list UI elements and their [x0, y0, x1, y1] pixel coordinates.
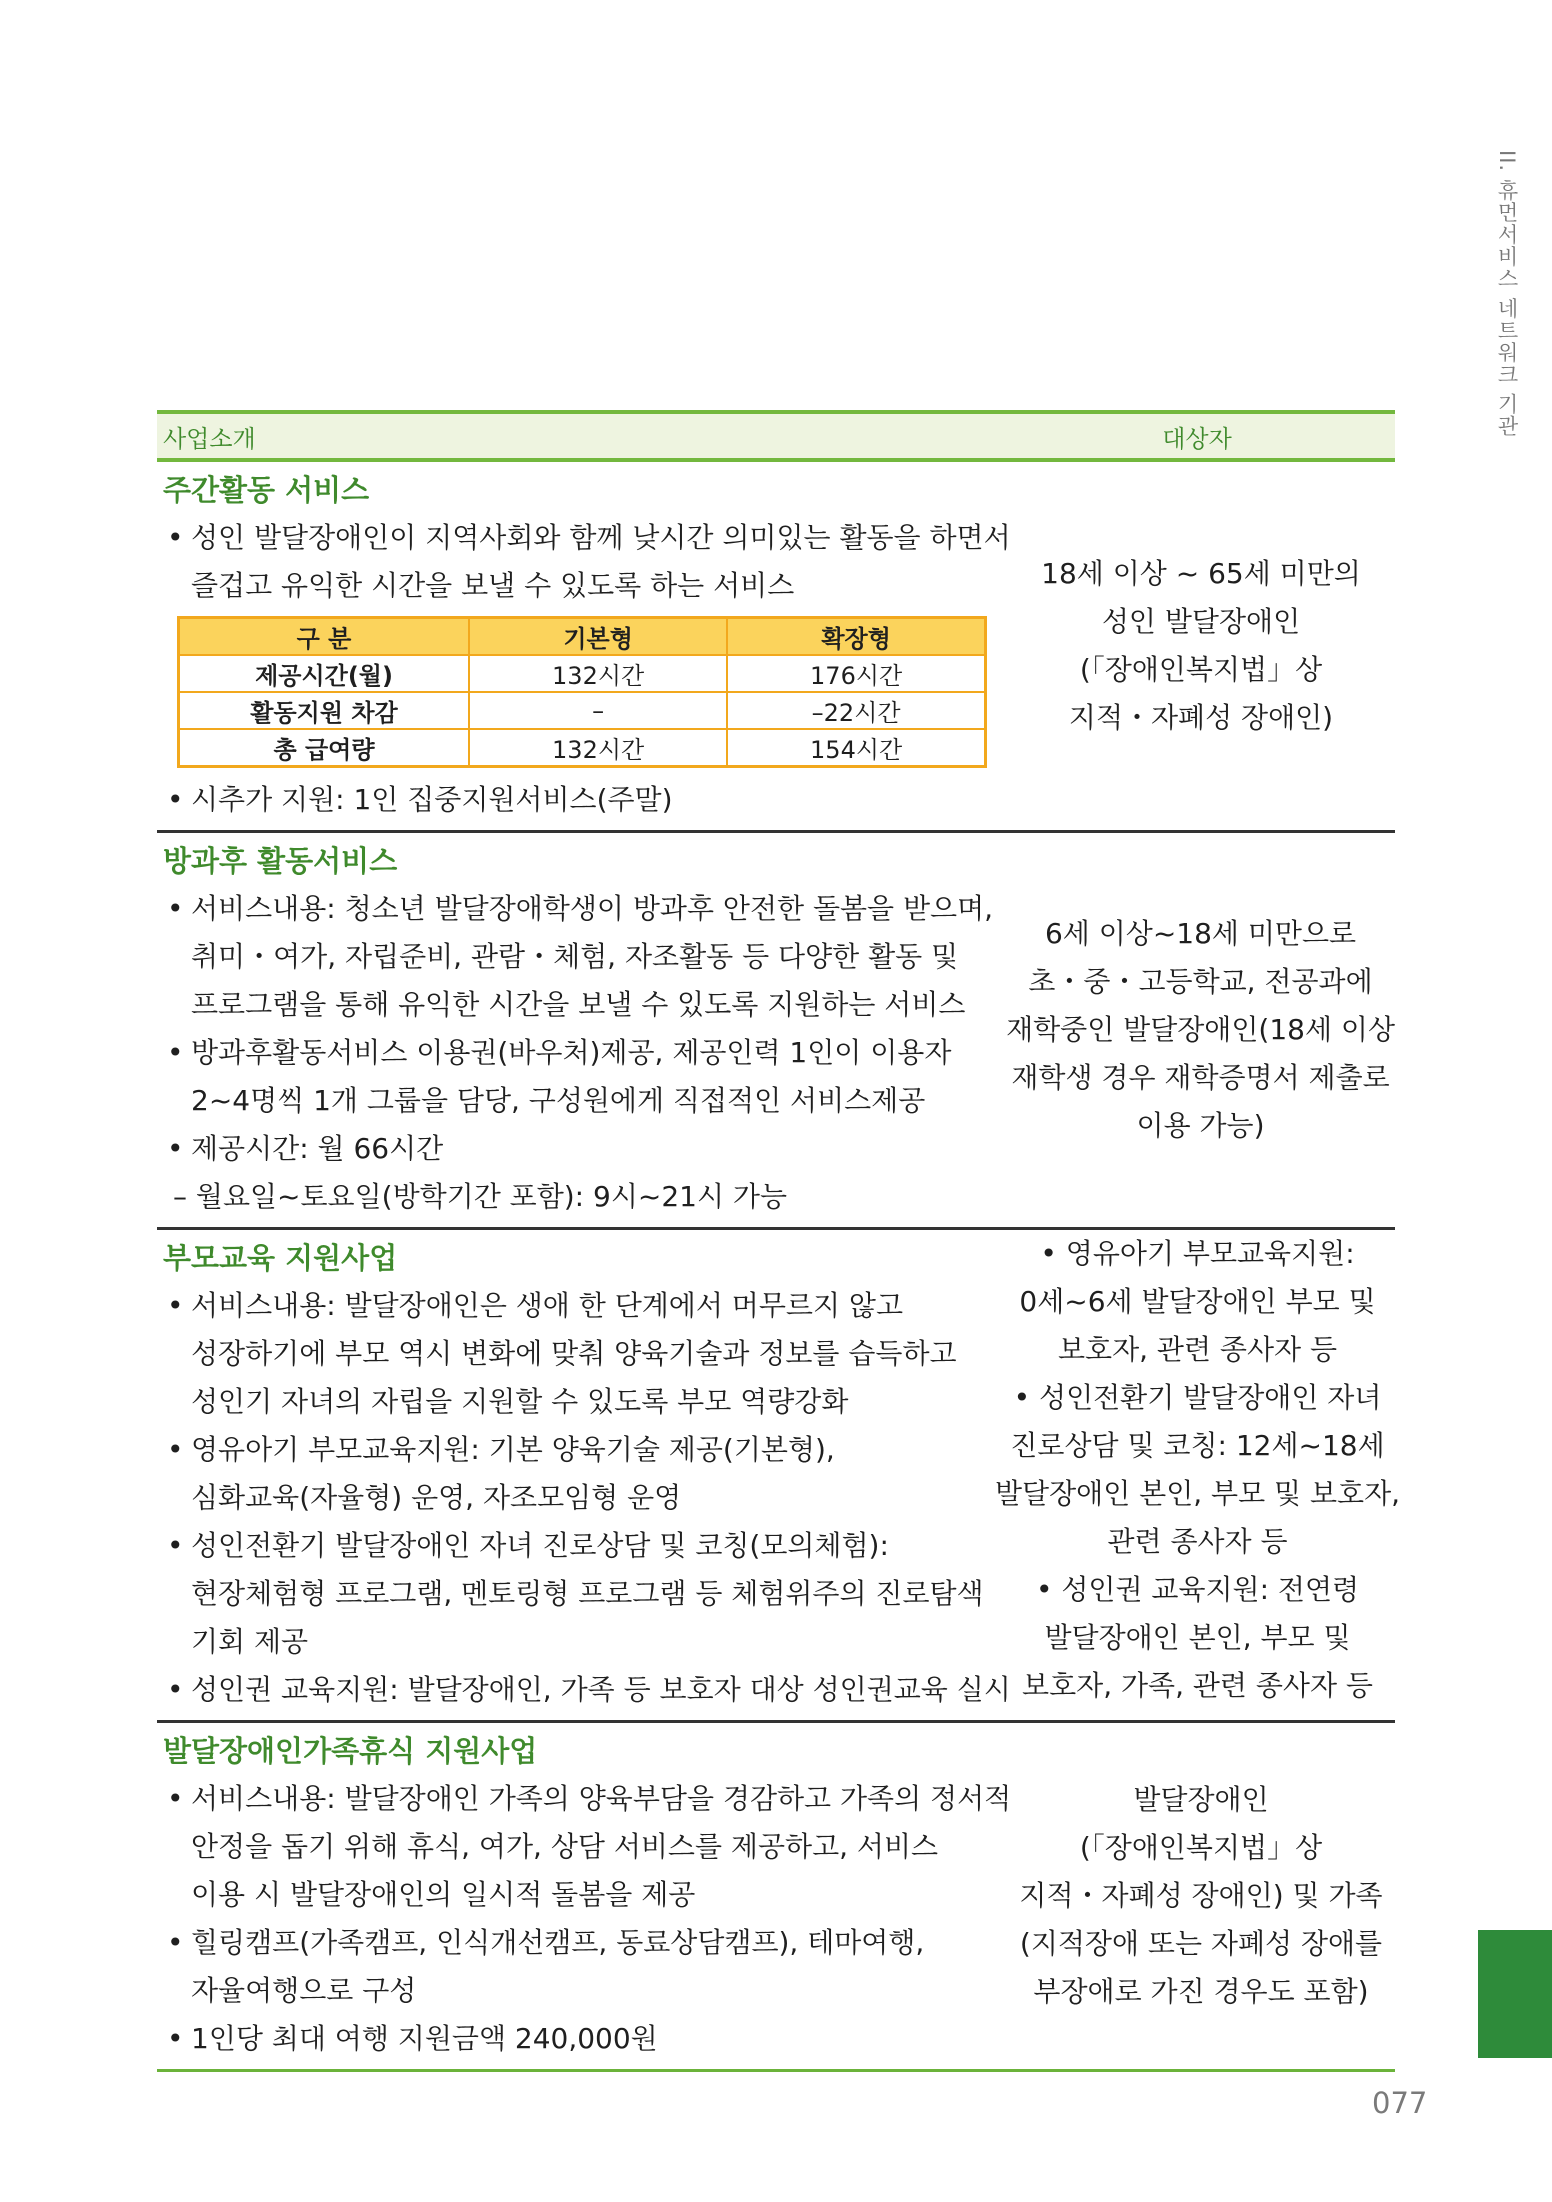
bullet-item — [163, 514, 1011, 610]
target-line: 재학중인 발달장애인(18세 이상 — [1006, 1013, 1395, 1046]
target-line: 18세 이상 ~ 65세 미만의 — [1041, 557, 1361, 590]
bullet-line: • 영유아기 부모교육지원: 기본 양육기술 제공(기본형), — [191, 1433, 835, 1466]
service-table — [157, 410, 1401, 2072]
target-line: 성인 발달장애인 — [1101, 605, 1301, 638]
target-line: 진로상담 및 코칭: 12세~18세 — [1010, 1429, 1385, 1462]
bullet-line: 2~4명씩 1개 그룹을 담당, 구성원에게 직접적인 서비스제공 — [191, 1084, 926, 1117]
table-row — [157, 1723, 1395, 2072]
section-description — [157, 462, 1011, 830]
section-title: 발달장애인가족휴식 지원사업 — [163, 1734, 538, 1768]
bullet-line: 성장하기에 부모 역시 변화에 맞춰 양육기술과 정보를 습득하고 — [191, 1337, 957, 1370]
bullet-item — [163, 1666, 1011, 1714]
hours-cell: –22시간 — [727, 692, 985, 729]
bullet-line: • 성인전환기 발달장애인 자녀 진로상담 및 코칭(모의체험): — [191, 1529, 889, 1562]
hours-cell: 132시간 — [469, 655, 727, 692]
target-line: 초・중・고등학교, 전공과에 — [1028, 965, 1373, 998]
bullet-line: 현장체험형 프로그램, 멘토링형 프로그램 등 체험위주의 진로탐색 — [191, 1577, 984, 1610]
bullet-item — [163, 1775, 1012, 1919]
table-row — [157, 833, 1395, 1230]
bullet-line: • 1인당 최대 여행 지원금액 240,000원 — [191, 2022, 658, 2055]
bullet-line: 심화교육(자율형) 운영, 자조모임형 운영 — [191, 1481, 682, 1514]
hours-cell: 총 급여량 — [179, 729, 470, 767]
target-line: (「장애인복지법」상 — [1079, 653, 1323, 686]
target-line: 재학생 경우 재학증명서 제출로 — [1011, 1061, 1390, 1094]
section-target — [1007, 462, 1395, 830]
bullet-item — [163, 885, 994, 1029]
section-title: 방과후 활동서비스 — [163, 844, 398, 878]
hours-cell: 176시간 — [727, 655, 985, 692]
target-line: 보호자, 가족, 관련 종사자 등 — [1022, 1669, 1373, 1702]
hours-table-header — [179, 618, 986, 656]
target-line: • 성인권 교육지원: 전연령 — [1035, 1573, 1360, 1606]
bullet-line: • 방과후활동서비스 이용권(바우처)제공, 제공인력 1인이 이용자 — [191, 1036, 952, 1069]
bullet-item — [163, 1919, 991, 2015]
target-line: 지적・자폐성 장애인) 및 가족 — [1019, 1879, 1383, 1912]
bullet-item — [163, 776, 991, 824]
hours-table — [177, 616, 987, 768]
target-line: 발달장애인 — [1133, 1783, 1269, 1816]
section-target — [1007, 1723, 1395, 2069]
bullet-line: • 서비스내용: 발달장애인 가족의 양육부담을 경감하고 가족의 정서적 — [191, 1782, 1012, 1815]
header-business-intro: 사업소개 — [163, 424, 256, 453]
bullet-item — [163, 1426, 991, 1522]
table-row — [157, 1230, 1401, 1723]
target-line: 지적・자폐성 장애인) — [1068, 701, 1334, 734]
bullet-line: 프로그램을 통해 유익한 시간을 보낼 수 있도록 지원하는 서비스 — [191, 988, 966, 1021]
bullet-line: • 서비스내용: 발달장애인은 생애 한 단계에서 머무르지 않고 — [191, 1289, 903, 1322]
section-target — [995, 1230, 1400, 1720]
section-title: 주간활동 서비스 — [163, 473, 370, 507]
sub-item: – 월요일~토요일(방학기간 포함): 9시~21시 가능 — [173, 1180, 788, 1213]
hours-cell: 활동지원 차감 — [179, 692, 470, 729]
target-line: (「장애인복지법」상 — [1079, 1831, 1323, 1864]
target-line: 발달장애인 본인, 부모 및 — [1044, 1621, 1351, 1654]
chapter-tab-marker — [1478, 1930, 1552, 2058]
bullet-line: 성인기 자녀의 자립을 지원할 수 있도록 부모 역량강화 — [191, 1385, 849, 1418]
target-line: 발달장애인 본인, 부모 및 보호자, — [995, 1477, 1401, 1510]
bullet-line: 취미・여가, 자립준비, 관람・체험, 자조활동 등 다양한 활동 및 — [191, 940, 959, 973]
hours-cell: 132시간 — [469, 729, 727, 767]
section-description — [157, 833, 995, 1227]
hours-header-cell: 확장형 — [727, 618, 985, 656]
section-target — [1006, 833, 1395, 1227]
bullet-item — [163, 2015, 991, 2063]
bullet-item — [163, 1522, 991, 1666]
bullet-line: • 서비스내용: 청소년 발달장애학생이 방과후 안전한 돌봄을 받으며, — [191, 892, 994, 925]
target-line: 관련 종사자 등 — [1107, 1525, 1288, 1558]
bullet-line: 기회 제공 — [191, 1625, 309, 1658]
bullet-line: • 성인권 교육지원: 발달장애인, 가족 등 보호자 대상 성인권교육 실시 — [191, 1673, 1011, 1706]
target-line: • 성인전환기 발달장애인 자녀 — [1013, 1381, 1382, 1414]
table-row — [157, 462, 1395, 833]
bullet-line: • 성인 발달장애인이 지역사회와 함께 낮시간 의미있는 활동을 하면서 — [191, 521, 1011, 554]
section-description — [157, 1723, 1012, 2069]
target-line: 부장애로 가진 경우도 포함) — [1033, 1975, 1369, 2008]
page-number: 077 — [1372, 2086, 1428, 2120]
section-title: 부모교육 지원사업 — [163, 1241, 398, 1275]
hours-header-cell: 기본형 — [469, 618, 727, 656]
bullet-line: 이용 시 발달장애인의 일시적 돌봄을 제공 — [191, 1878, 696, 1911]
header-target: 대상자 — [1162, 424, 1232, 453]
bullet-line: 즐겁고 유익한 시간을 보낼 수 있도록 하는 서비스 — [191, 569, 795, 602]
bullet-item — [163, 1125, 991, 1173]
hours-table-row — [179, 692, 986, 729]
bullet-line: • 시추가 지원: 1인 집중지원서비스(주말) — [191, 783, 673, 816]
bullet-line: • 힐링캠프(가족캠프, 인식개선캠프, 동료상담캠프), 테마여행, — [191, 1926, 925, 1959]
hours-table-row — [179, 729, 986, 767]
bullet-line: 자율여행으로 구성 — [191, 1974, 417, 2007]
bullet-item — [163, 1282, 991, 1426]
hours-header-cell: 구 분 — [179, 618, 470, 656]
target-line: (지적장애 또는 자폐성 장애를 — [1019, 1927, 1383, 1960]
hours-cell: 154시간 — [727, 729, 985, 767]
hours-cell: 제공시간(월) — [179, 655, 470, 692]
target-line: 이용 가능) — [1136, 1109, 1265, 1142]
target-line: 6세 이상~18세 미만으로 — [1044, 917, 1357, 950]
table-header — [157, 410, 1395, 462]
hours-table-row — [179, 655, 986, 692]
bullet-item — [163, 1029, 991, 1125]
target-line: • 영유아기 부모교육지원: — [1040, 1237, 1355, 1270]
target-line: 0세~6세 발달장애인 부모 및 — [1019, 1285, 1376, 1318]
chapter-side-label: II. 휴먼서비스 네트워크 기관 — [1495, 150, 1519, 438]
target-line: 보호자, 관련 종사자 등 — [1057, 1333, 1338, 1366]
hours-cell: – — [469, 692, 727, 729]
section-description — [157, 1230, 1011, 1720]
bullet-line: • 제공시간: 월 66시간 — [191, 1132, 444, 1165]
bullet-line: 안정을 돕기 위해 휴식, 여가, 상담 서비스를 제공하고, 서비스 — [191, 1830, 939, 1863]
